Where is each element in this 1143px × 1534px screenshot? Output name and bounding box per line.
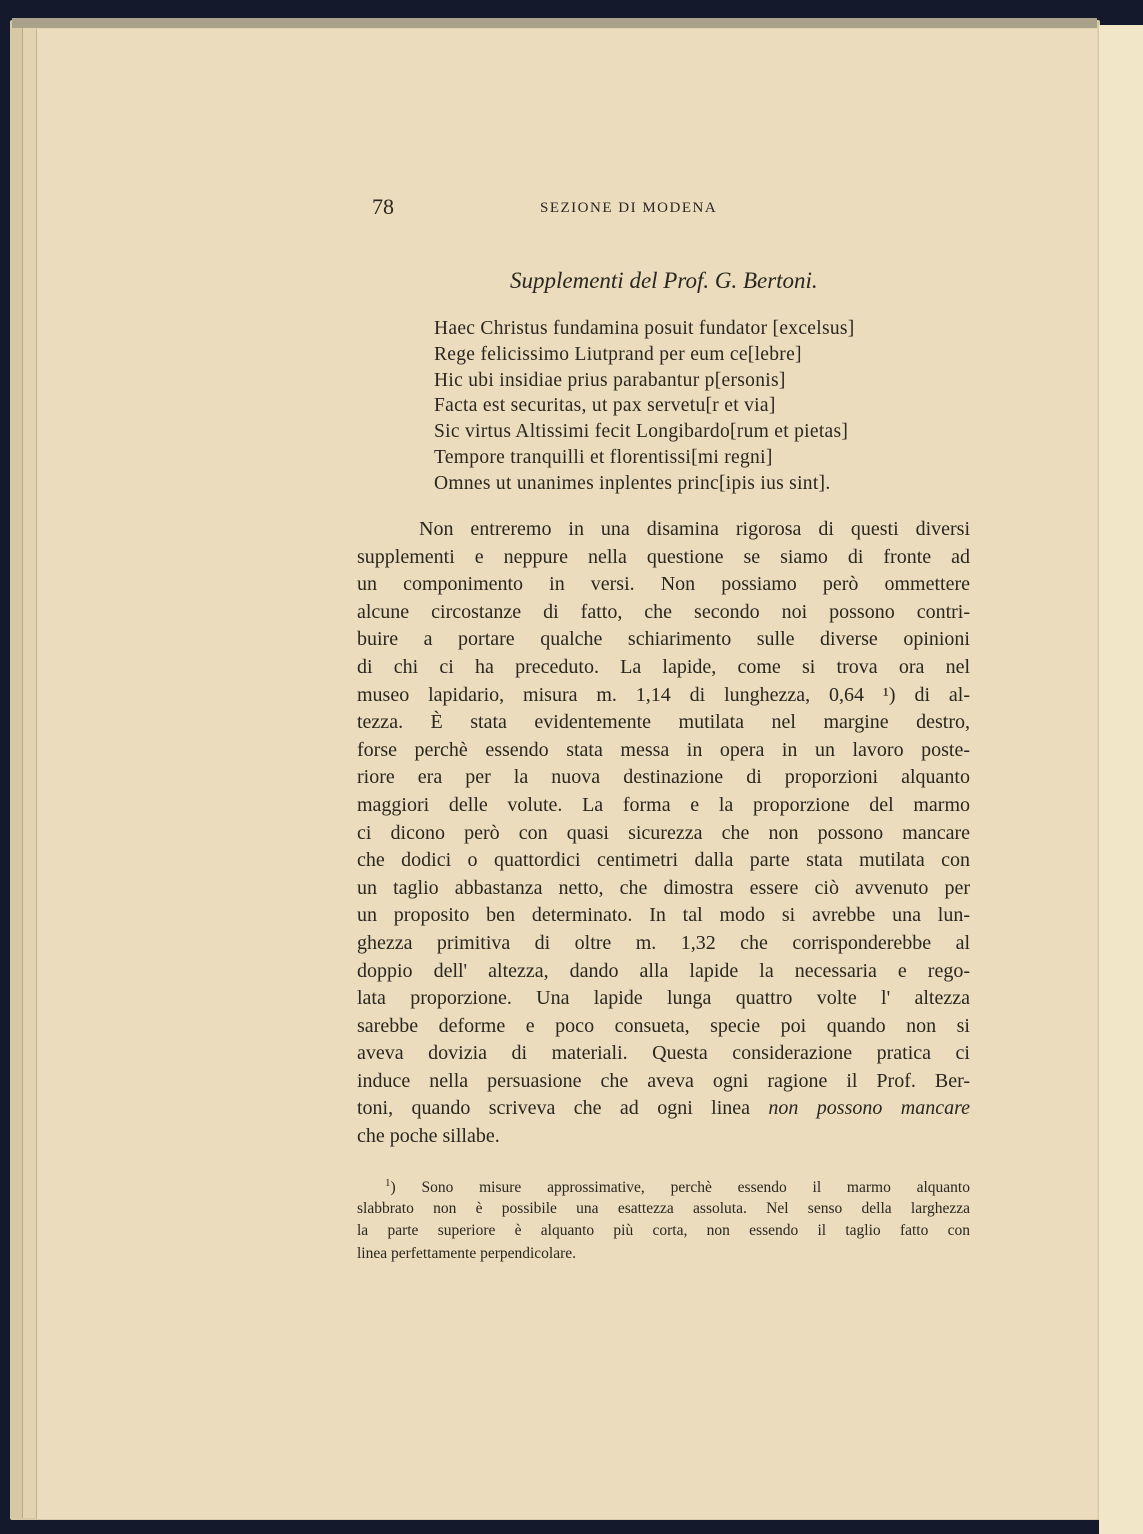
footnote-line: la parte superiore è alquanto più corta, non essendo il taglio fatto con [357, 1222, 970, 1239]
body-line: che dodici o quattordici centimetri dalla parte stata mutilata con [357, 849, 970, 872]
body-line [357, 1097, 970, 1125]
page-number: 78 [372, 194, 394, 219]
body-line: doppio dell' altezza, dando alla lapide la necessaria e rego- [357, 959, 970, 982]
facing-page-edge [1099, 25, 1143, 1534]
body-line: induce nella persuasione che aveva ogni ragione il Prof. Ber- [357, 1069, 970, 1092]
footnote [357, 1177, 970, 1267]
body-line: aveva dovizia di materiali. Questa considerazione pratica ci [357, 1042, 970, 1065]
verse-line: Omnes ut unanimes inplentes princ[ipis ius sint]. [434, 472, 831, 494]
body-line: forse perchè essendo stata messa in opera in un lavoro poste- [357, 738, 970, 761]
body-line: lata proporzione. Una lapide lunga quattro volte l' altezza [357, 987, 970, 1010]
footnote-line: slabbrato non è possibile una esattezza assoluta. Nel senso della larghezza [357, 1199, 970, 1217]
verse-line: Sic virtus Altissimi fecit Longibardo[rum et pietas] [434, 421, 849, 443]
body-line: sarebbe deforme e poco consueta, specie poi quando non si [357, 1014, 970, 1037]
italic-phrase: non possono mancare [768, 1097, 970, 1120]
body-line-text: toni, quando scriveva che ad ogni linea [357, 1097, 751, 1120]
body-line: un taglio abbastanza netto, che dimostra essere ciò avvenuto per [357, 876, 970, 899]
body-line: buire a portare qualche schiarimento sulle diverse opinioni [357, 628, 970, 651]
body-line: riore era per la nuova destinazione di proporzioni alquanto [357, 766, 970, 789]
body-line: maggiori delle volute. La forma e la proporzione del marmo [357, 793, 970, 816]
body-line: ghezza primitiva di oltre m. 1,32 che corrisponderebbe al [357, 931, 970, 954]
inscription-verses [434, 318, 855, 499]
body-line: Non entreremo in una disamina rigorosa di questi diversi [419, 518, 970, 540]
body-line: che poche sillabe. [357, 1125, 500, 1148]
body-paragraph [357, 518, 970, 1153]
body-line: di chi ci ha preceduto. La lapide, come si trova ora nel [357, 655, 970, 678]
body-line: ci dicono però con quasi sicurezza che non possono mancare [357, 821, 970, 844]
body-line: supplementi e neppure nella questione se siamo di fronte ad [357, 545, 970, 568]
verse-line: Facta est securitas, ut pax servetu[r et via] [434, 395, 776, 417]
body-line: museo lapidario, misura m. 1,14 di lunghezza, 0,64 ¹) di al- [357, 683, 970, 706]
running-title: SEZIONE DI MODENA [540, 200, 718, 216]
body-line: un componimento in versi. Non possiamo però ommettere [357, 573, 970, 596]
verse-line: Hic ubi insidiae prius parabantur p[ersonis] [434, 369, 786, 391]
footnote-line [357, 1177, 970, 1200]
page-top-edge [12, 18, 1097, 28]
footnote-marker: 1 [385, 1177, 391, 1189]
section-subtitle: Supplementi del Prof. G. Bertoni. [510, 268, 818, 293]
verse-line: Haec Christus fundamina posuit fundator [excelsus] [434, 318, 855, 339]
footnote-text: ) Sono misure approssimative, perchè essendo il marmo alquanto [390, 1179, 970, 1197]
verse-line: Tempore tranquilli et florentissi[mi regni] [434, 446, 773, 468]
body-line: tezza. È stata evidentemente mutilata nel margine destro, [357, 711, 970, 734]
verse-line: Rege felicissimo Liutprand per eum ce[lebre] [434, 343, 802, 365]
footnote-line: linea perfettamente perpendicolare. [357, 1244, 577, 1262]
body-line: un proposito ben determinato. In tal modo si avrebbe una lun- [357, 904, 970, 927]
body-line: alcune circostanze di fatto, che secondo noi possono contri- [357, 600, 970, 623]
